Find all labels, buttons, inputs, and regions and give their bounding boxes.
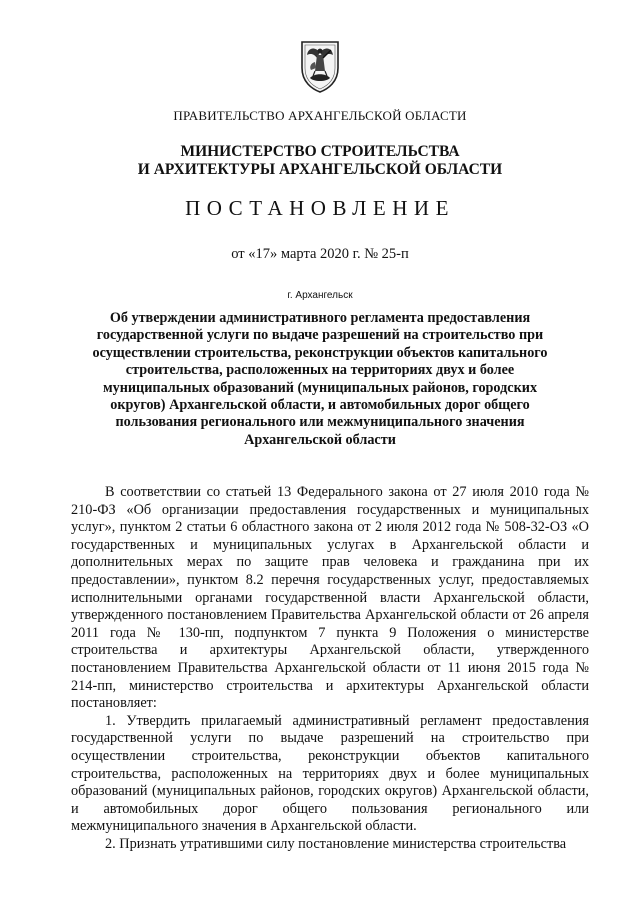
title-line: Об утверждении административного регламента предоставления bbox=[109, 310, 531, 326]
document-body bbox=[71, 484, 589, 853]
arkhangelsk-coat-of-arms-icon bbox=[296, 38, 344, 94]
title-line: осуществлении строительства, реконструкции объектов капитального bbox=[92, 344, 548, 361]
title-line: муниципальных образований (муниципальных районов, городских bbox=[102, 379, 538, 396]
document-title bbox=[0, 310, 640, 449]
ministry-line: И АРХИТЕКТУРЫ АРХАНГЕЛЬСКОЙ ОБЛАСТИ bbox=[137, 161, 503, 178]
item-1-paragraph: 1. Утвердить прилагаемый административный регламент предоставления государственной услуги по выдаче разрешений на строительство при осуществлении строительства, реконструкции объектов капитального строительства, расположенных на территориях двух и более муниципальных образований (муниципальных районов, городских округов) Архангельской области, и автомобильных дорог общего пользования регионального или межмуниципального значения в Архангельской области. bbox=[71, 712, 589, 835]
date-and-number: от «17» марта 2020 г. № 25-п bbox=[231, 246, 409, 262]
item-2-paragraph: 2. Признать утратившими силу постановление министерства строительства bbox=[105, 835, 567, 852]
preamble-paragraph: В соответствии со статьей 13 Федерального закона от 27 июля 2010 года № 210-ФЗ «Об организации предоставления государственных и муниципальных услуг», пунктом 2 статьи 6 областного закона от 2 июля 2012 года № 508-32-ОЗ «О государственных и муниципальных услугах в Архангельской области и дополнительных мерах по защите прав человека и гражданина при их предоставлении», пунктом 8.2 перечня государственных услуг, предоставляемых исполнительными органами государственной власти Архангельской области, утвержденного постановлением Правительства Архангельской области от 26 апреля 2011 года № 130-пп, подпунктом 7 пункта 9 Положения о министерстве строительства и архитектуры Архангельской области, утвержденного постановлением Правительства Архангельской области от 11 июня 2015 года № 214-пп, министерство строительства и архитектуры Архангельской области постановляет: bbox=[71, 484, 589, 712]
city-name: г. Архангельск bbox=[287, 290, 353, 301]
title-line: пользования регионального или межмуниципального значения bbox=[115, 414, 525, 431]
ministry-name bbox=[0, 143, 640, 179]
ministry-line: МИНИСТЕРСТВО СТРОИТЕЛЬСТВА bbox=[180, 143, 460, 160]
title-line: строительства, расположенных на территориях двух и более bbox=[125, 362, 515, 379]
government-name: ПРАВИТЕЛЬСТВО АРХАНГЕЛЬСКОЙ ОБЛАСТИ bbox=[173, 108, 467, 123]
title-line: государственной услуги по выдаче разрешений на строительство при bbox=[96, 327, 544, 344]
title-line: округов) Архангельской области, и автомобильных дорог общего bbox=[110, 397, 530, 414]
title-line: Архангельской области bbox=[244, 431, 396, 448]
document-type: ПОСТАНОВЛЕНИЕ bbox=[185, 196, 455, 220]
